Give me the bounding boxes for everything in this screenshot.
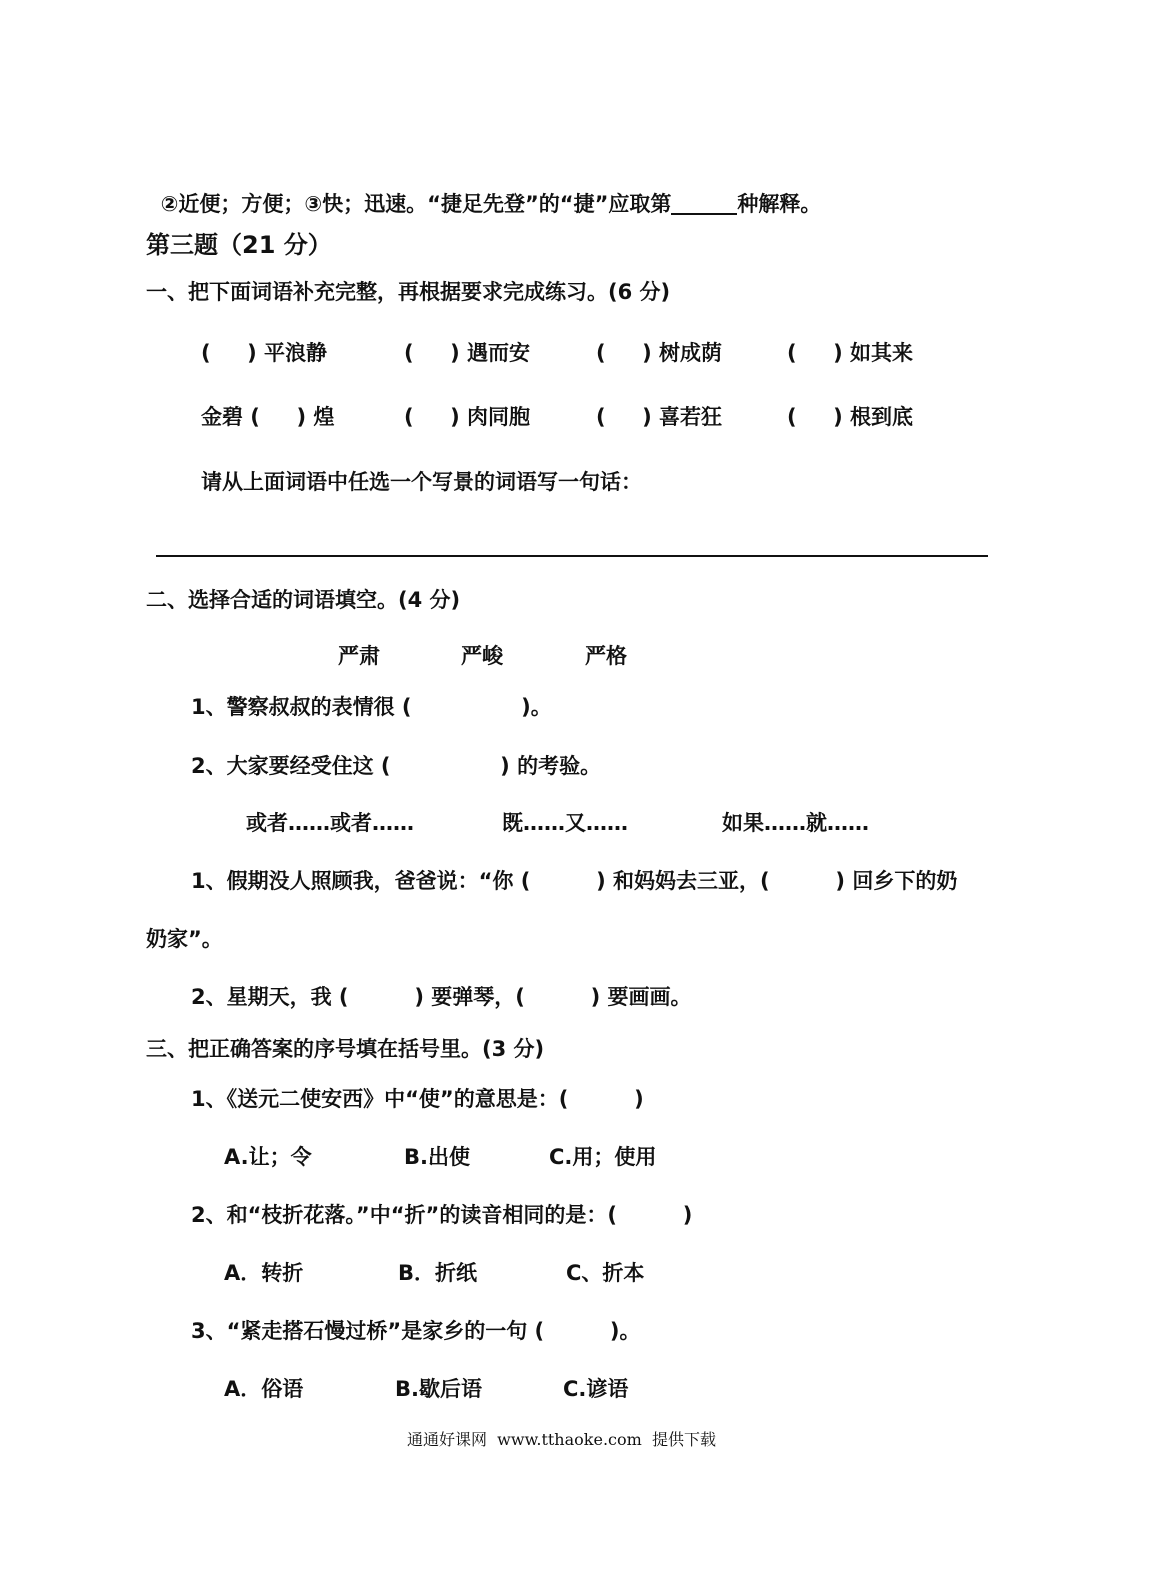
q2-title: 二、选择合适的词语填空。(4 分) [146, 588, 461, 612]
fill-item: 2、星期天，我 ( ) 要弹琴，( ) 要画画。 [191, 985, 692, 1009]
choice-option: A．转折 [224, 1261, 304, 1285]
choice-option: C.用；使用 [549, 1145, 657, 1169]
choice-question: 3、“紧走搭石慢过桥”是家乡的一句 ( )。 [191, 1319, 641, 1343]
idiom-cell: ( ) 遇而安 [404, 341, 531, 365]
answer-blank[interactable] [671, 193, 737, 215]
idiom-cell: ( ) 根到底 [787, 405, 914, 429]
choice-option: B．折纸 [398, 1261, 478, 1285]
idiom-cell: ( ) 如其来 [787, 341, 914, 365]
idiom-cell: 金碧 ( ) 煌 [201, 405, 335, 429]
answer-line[interactable] [156, 555, 988, 557]
fill-item: 2、大家要经受住这 ( ) 的考验。 [191, 754, 602, 778]
idiom-cell: ( ) 肉同胞 [404, 405, 531, 429]
choice-option: C、折本 [566, 1261, 645, 1285]
q1-title: 一、把下面词语补充完整，再根据要求完成练习。(6 分) [146, 280, 671, 304]
choice-option: A.让；令 [224, 1145, 312, 1169]
choice-option: B.歇后语 [395, 1377, 482, 1401]
conjunction-option: 如果……就…… [722, 811, 869, 835]
q3-title: 三、把正确答案的序号填在括号里。(3 分) [146, 1037, 545, 1061]
choice-question: 1、《送元二使安西》中“使”的意思是：( ) [191, 1087, 644, 1111]
word-option: 严格 [585, 644, 627, 668]
choice-question: 2、和“枝折花落。”中“折”的读音相同的是：( ) [191, 1203, 693, 1227]
idiom-cell: ( ) 树成荫 [596, 341, 723, 365]
fill-item: 1、警察叔叔的表情很 ( )。 [191, 695, 552, 719]
choice-option: A．俗语 [224, 1377, 304, 1401]
conjunction-option: 或者……或者…… [246, 811, 414, 835]
definition-line [146, 172, 821, 215]
idiom-cell: ( ) 平浪静 [201, 341, 328, 365]
fill-item-continuation: 奶家”。 [146, 927, 223, 951]
idiom-cell: ( ) 喜若狂 [596, 405, 723, 429]
definition-suffix: 种解释。 [737, 192, 822, 216]
choice-option: B.出使 [404, 1145, 470, 1169]
choice-option: C.谚语 [563, 1377, 629, 1401]
conjunction-option: 既……又…… [502, 811, 628, 835]
footer-credit: 通通好课网 www.tthaoke.com 提供下载 [407, 1430, 716, 1449]
fill-item: 1、假期没人照顾我，爸爸说：“你 ( ) 和妈妈去三亚，( ) 回乡下的奶 [191, 869, 958, 893]
section-title: 第三题（21 分） [146, 231, 332, 259]
word-option: 严肃 [338, 644, 380, 668]
q1-instruction: 请从上面词语中任选一个写景的词语写一句话： [201, 470, 642, 494]
word-option: 严峻 [461, 644, 503, 668]
definition-text: ②近便；方便；③快；迅速。“捷足先登”的“捷”应取第 [160, 192, 672, 216]
